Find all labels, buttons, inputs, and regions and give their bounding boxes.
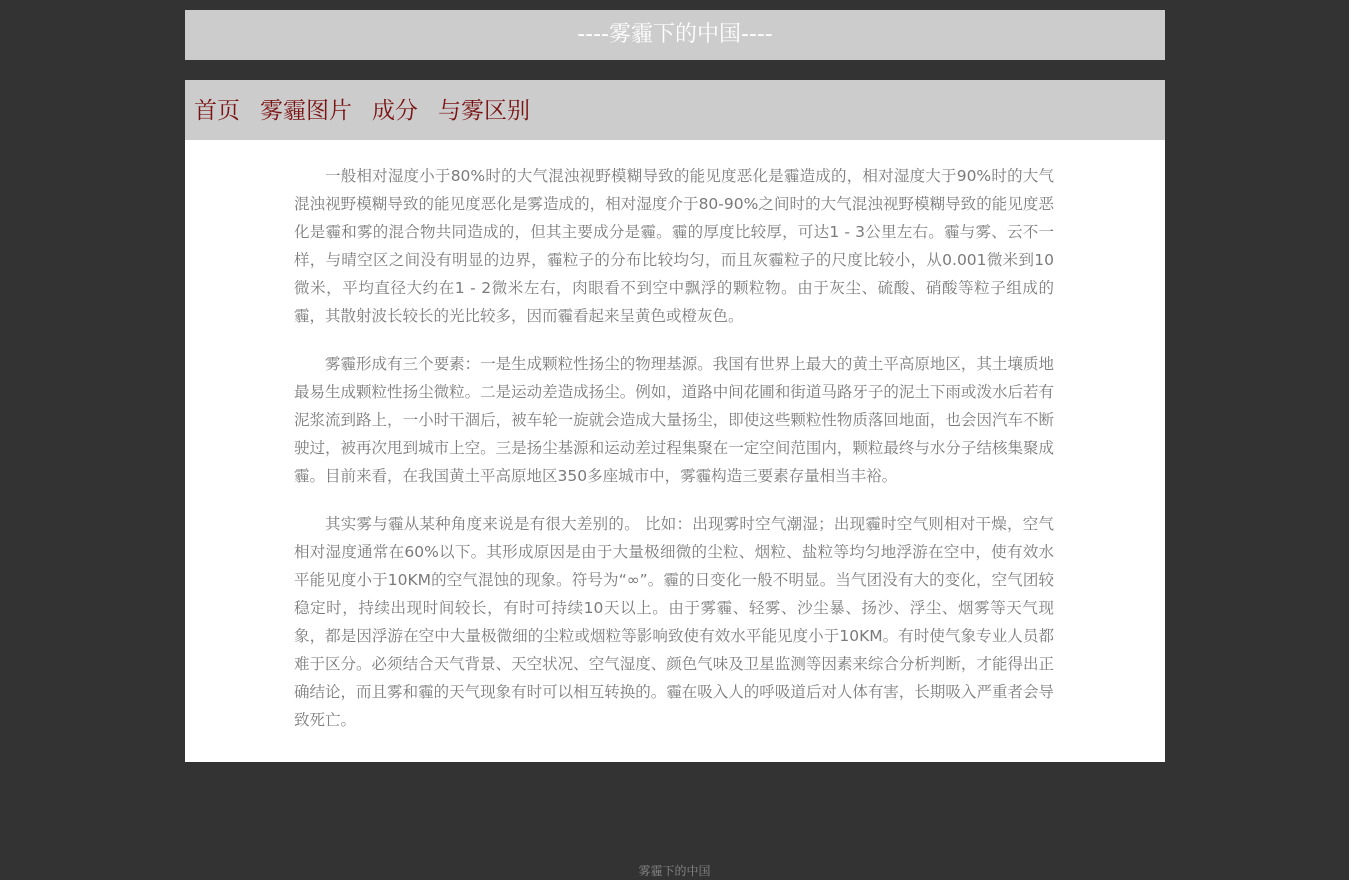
nav-item-home[interactable]: 首页 <box>194 97 240 124</box>
nav-item-composition[interactable]: 成分 <box>372 97 418 124</box>
nav-item-difference-from-fog[interactable]: 与雾区别 <box>438 97 530 124</box>
main-nav <box>185 80 1165 140</box>
site-header <box>185 10 1165 60</box>
article-paragraph-2: 雾霾形成有三个要素：一是生成颗粒性扬尘的物理基源。我国有世界上最大的黄土平高原地区，其土壤质地最易生成颗粒性扬尘微粒。二是运动差造成扬尘。例如，道路中间花圃和街道马路牙子的泥土下雨或泼水后若有泥浆流到路上，一小时干涸后，被车轮一旋就会造成大量扬尘，即使这些颗粒性物质落回地面，也会因汽车不断驶过，被再次甩到城市上空。三是扬尘基源和运动差过程集聚在一定空间范围内，颗粒最终与水分子结核集聚成霾。目前来看，在我国黄土平高原地区350多座城市中，雾霾构造三要素存量相当丰裕。 <box>294 355 1054 485</box>
page-footer <box>0 862 1349 880</box>
article-paragraph-3: 其实雾与霾从某种角度来说是有很大差别的。 比如：出现雾时空气潮湿；出现霾时空气则相对干燥，空气相对湿度通常在60%以下。其形成原因是由于大量极细微的尘粒、烟粒、盐粒等均匀地浮游在空中，使有效水平能见度小于10KM的空气混蚀的现象。符号为“∞”。霾的日变化一般不明显。当气团没有大的变化，空气团较稳定时，持续出现时间较长，有时可持续10天以上。由于雾霾、轻雾、沙尘暴、扬沙、浮尘、烟雾等天气现象，都是因浮游在空中大量极微细的尘粒或烟粒等影响致使有效水平能见度小于10KM。有时使气象专业人员都难于区分。必须结合天气背景、天空状况、空气湿度、颜色气味及卫星监测等因素来综合分析判断，才能得出正确结论，而且雾和霾的天气现象有时可以相互转换的。霾在吸入人的呼吸道后对人体有害，长期吸入严重者会导致死亡。 <box>294 515 1054 729</box>
article-paragraph-1: 一般相对湿度小于80%时的大气混浊视野模糊导致的能见度恶化是霾造成的，相对湿度大于90%时的大气混浊视野模糊导致的能见度恶化是雾造成的，相对湿度介于80-90%之间时的大气混浊视野模糊导致的能见度恶化是霾和雾的混合物共同造成的，但其主要成分是霾。霾的厚度比较厚，可达1 - 3公里左右。霾与雾、云不一样，与晴空区之间没有明显的边界，霾粒子的分布比较均匀，而且灰霾粒子的尺度比较小，从0.001微米到10微米，平均直径大约在1 - 2微米左右，肉眼看不到空中飘浮的颗粒物。由于灰尘、硫酸、硝酸等粒子组成的霾，其散射波长较长的光比较多，因而霾看起来呈黄色或橙灰色。 <box>294 167 1054 325</box>
site-title: ----雾霾下的中国---- <box>577 22 773 47</box>
article-text <box>294 162 1054 754</box>
footer-text: 雾霾下的中国 <box>638 864 711 878</box>
nav-item-smog-pictures[interactable]: 雾霾图片 <box>260 97 352 124</box>
article-content <box>185 140 1165 762</box>
